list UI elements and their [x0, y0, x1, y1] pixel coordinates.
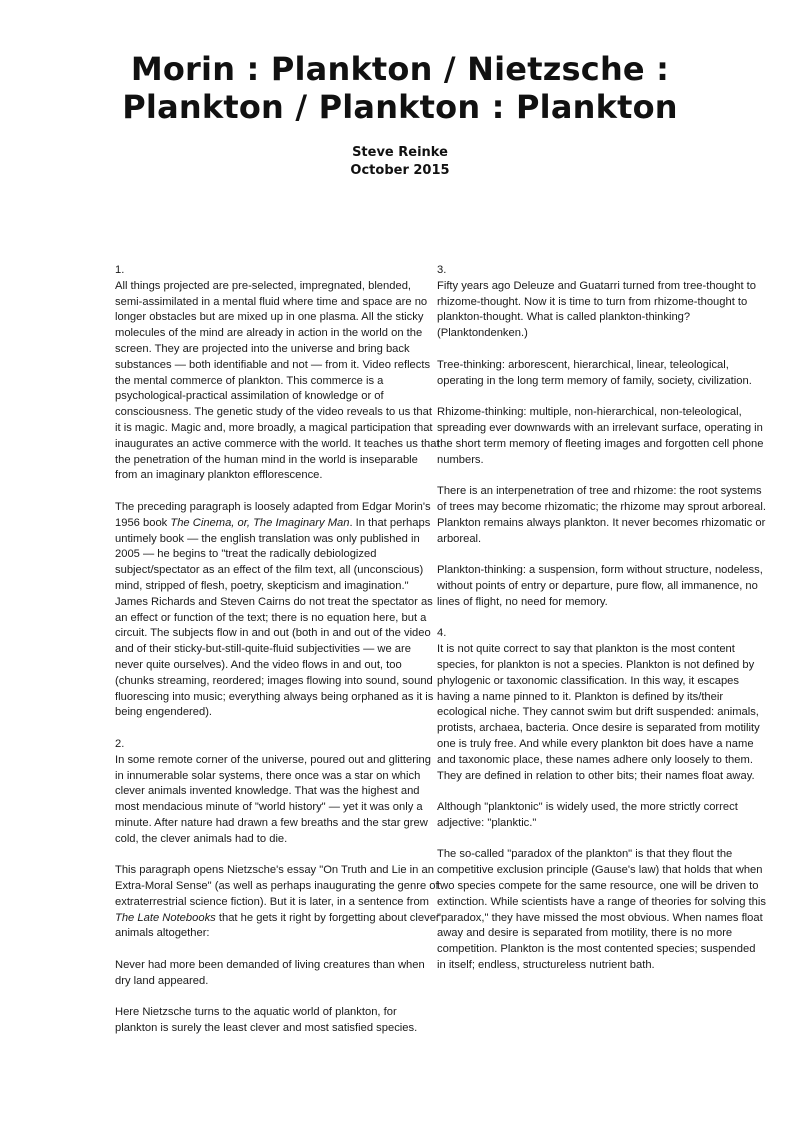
text-run: that he gets it right by forgetting about clever animals altogether: [115, 911, 440, 940]
right-column [437, 263, 767, 990]
section-3-paragraph-5: Plankton-thinking: a suspension, form without structure, nodeless, without points of entry or departure, pure flow, all immanence, no lines of flight, no need for memory. [437, 564, 763, 608]
author-name: Steve Reinke [352, 145, 448, 160]
byline [200, 144, 600, 180]
book-title-italic: The Cinema, or, The Imaginary Man [170, 516, 350, 529]
section-1-paragraph-2 [115, 500, 440, 721]
section-3-paragraph-2: Tree-thinking: arborescent, hierarchical, linear, teleological, operating in the long term memory of family, society, civilization. [437, 358, 752, 387]
section-3-paragraph-4: There is an interpenetration of tree and rhizome: the root systems of trees may become rhizomatic; the rhizome may sprout arboreal. Plankton remains always plankton. It never becomes rhizomatic or arboreal. [437, 485, 766, 545]
title-line-1: Morin : Plankton / Nietzsche : [130, 50, 670, 88]
section-1-paragraph-1: All things projected are pre-selected, impregnated, blended, semi-assimilated in a mental fluid where time and space are no longer obstacles but are mixed up in one plasma. All the sticky molecules of the mind are already in action in the world on the screen. They are projected into the universe and bring back substances — both identifiable and not — from it. Video reflects the mental commerce of plankton. This commerce is a psychological-practical assimilation of knowledge or of consciousness. The genetic study of the video reveals to us that it is magic. Magic and, more broadly, a magical participation that inaugurates an active commerce with the world. It teaches us that the penetration of the human mind in the world is inseparable from an imaginary plankton efflorescence. [115, 279, 440, 482]
left-column [115, 263, 440, 1053]
text-run: This paragraph opens Nietzsche's essay "On Truth and Lie in an Extra-Moral Sense" (as well as perhaps inaugurating the genre of extraterrestrial science fiction). But it is later, in a sentence from [115, 864, 439, 908]
section-2-quote: Never had more been demanded of living creatures than when dry land appeared. [115, 959, 425, 987]
section-3-paragraph-1: Fifty years ago Deleuze and Guatarri turned from tree-thought to rhizome-thought. Now it is time to turn from rhizome-thought to plankton-thought. What is called plankton-thinking? (Planktondenken.) [437, 279, 757, 340]
section-2-paragraph-2 [115, 863, 440, 942]
section-3-paragraph-3: Rhizome-thinking: multiple, non-hierarchical, non-teleological, spreading ever downwards with an irrelevant surface, operating in the short term memory of fleeting images and forgotten cell phone numbers. [437, 406, 764, 466]
section-4-paragraph-3: The so-called "paradox of the plankton" is that they flout the competitive exclusion principle (Gause's law) that holds that when two species compete for the same resource, one will be driven to extinction. While scientists have a range of theories for solving this "paradox," they have missed the most obvious. When names float away and desire is separated from motility, there is no more competition. Plankton is the most contented species; suspended in itself; endless, structureless nutrient bath. [437, 848, 766, 972]
text-run: The preceding paragraph is loosely adapted from Edgar Morin's 1956 book [115, 500, 431, 529]
section-number-2: 2. [115, 737, 125, 750]
section-number-4: 4. [437, 627, 447, 640]
document-title [100, 50, 700, 126]
section-2-paragraph-4: Here Nietzsche turns to the aquatic world of plankton, for plankton is surely the least clever and most satisfied species. [115, 1006, 418, 1035]
section-number-1: 1. [115, 264, 125, 276]
section-2-paragraph-1: In some remote corner of the universe, poured out and glittering in innumerable solar systems, there once was a star on which clever animals invented knowledge. That was the highest and most mendacious minute of "world history" — yet it was only a minute. After nature had drawn a few breaths and the star grew cold, the clever animals had to die. [115, 753, 431, 845]
text-run: . In that perhaps untimely book — the english translation was only published in 2005 — he begins to "treat the radically debiologized subject/spectator as an effect of the film text, all (unconscious) mind, stripped of flesh, poetry, skepticism and imagination." James Richards and Steven Cairns do not treat the spectator as an effect or function of the text; there is no equation here, but a circuit. The subjects flow in and out (both in and out of the video and of their sticky-but-still-quite-fluid subjectivities — we are never quite ourselves). And the video flows in and out, too (chunks streaming, reordered; images flowing into sound, sound fluorescing into music; everything always being orphaned as it is being engendered). [115, 516, 434, 719]
publication-date: October 2015 [350, 163, 450, 178]
title-line-2: Plankton / Plankton : Plankton [122, 88, 678, 126]
section-4-paragraph-1: It is not quite correct to say that plankton is the most content species, for plankton is not a species. Plankton is not defined by phylogenic or taxonomic classification. In this way, it escapes having a name pinned to it. Plankton is defined by its/their ecological niche. They cannot swim but drift suspended: animals, protists, archaea, bacteria. Once desire is separated from motility one is truly free. And while every plankton bit does have a name and taxonomic place, these names adhere only loosely to them. They are defined in relation to other bits; their names float away. [437, 643, 760, 782]
section-4-paragraph-2: Although "planktonic" is widely used, the more strictly correct adjective: "planktic." [437, 801, 738, 829]
section-number-3: 3. [437, 264, 447, 276]
book-title-italic: The Late Notebooks [115, 911, 216, 924]
